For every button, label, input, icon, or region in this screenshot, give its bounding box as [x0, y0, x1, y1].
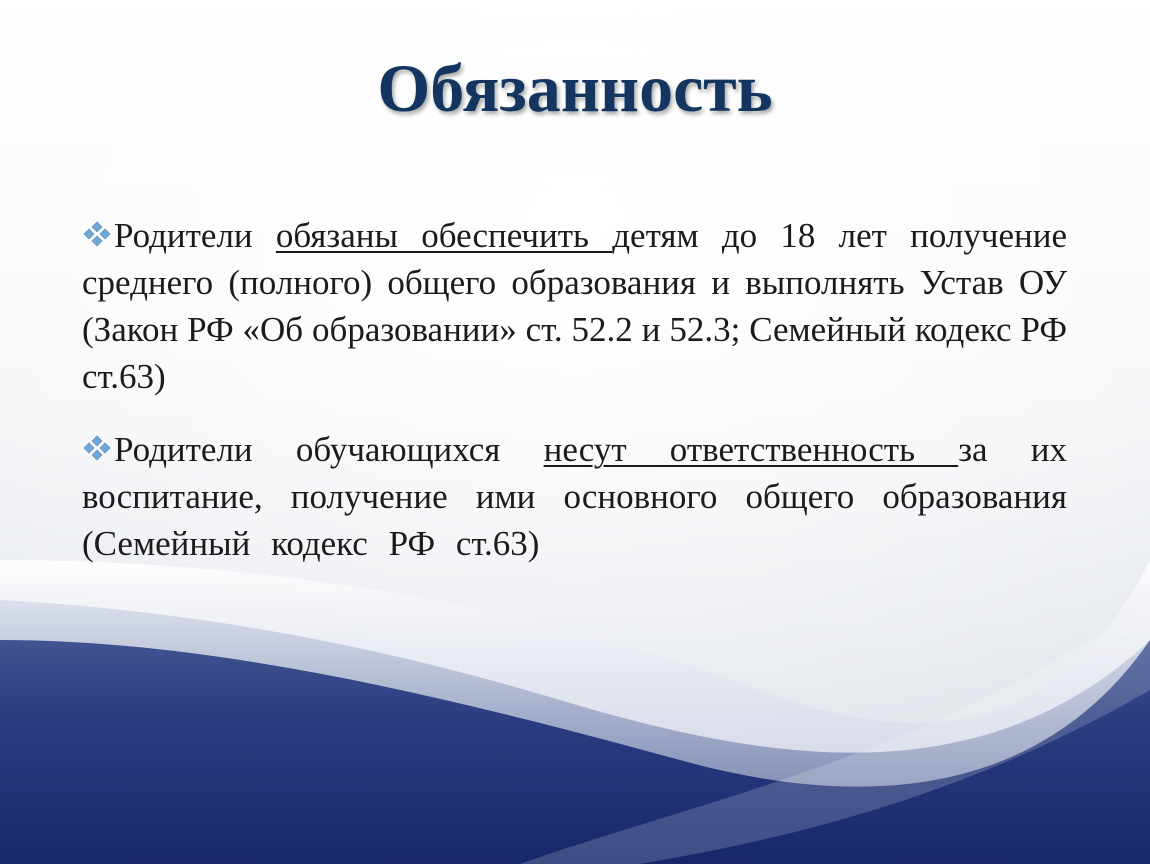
paragraph-text: за их воспитание, получение ими основного общего образования (Семейный кодекс РФ ст.63): [82, 430, 1068, 563]
paragraph-lead: Родители обучающихся: [114, 430, 544, 469]
paragraph-text: детям до 18 лет получение среднего (полного) общего образования и выполнять Устав ОУ (Закон РФ «Об образовании» ст. 52.2 и 52.3; Семейный кодекс РФ ст.63): [82, 216, 1067, 396]
four-diamond-bullet-icon: [82, 435, 112, 461]
four-diamond-bullet-icon: [82, 221, 112, 247]
paragraph-lead: Родители: [114, 216, 276, 255]
slide-body: [82, 212, 1067, 593]
bullet-paragraph-parents-responsibility: [82, 426, 1067, 567]
underlined-phrase: несут ответственность: [543, 430, 959, 469]
bullet-paragraph-parents-obligations: [82, 212, 1067, 400]
underlined-phrase: обязаны обеспечить: [275, 216, 613, 255]
slide-title: Обязанность: [377, 50, 773, 126]
